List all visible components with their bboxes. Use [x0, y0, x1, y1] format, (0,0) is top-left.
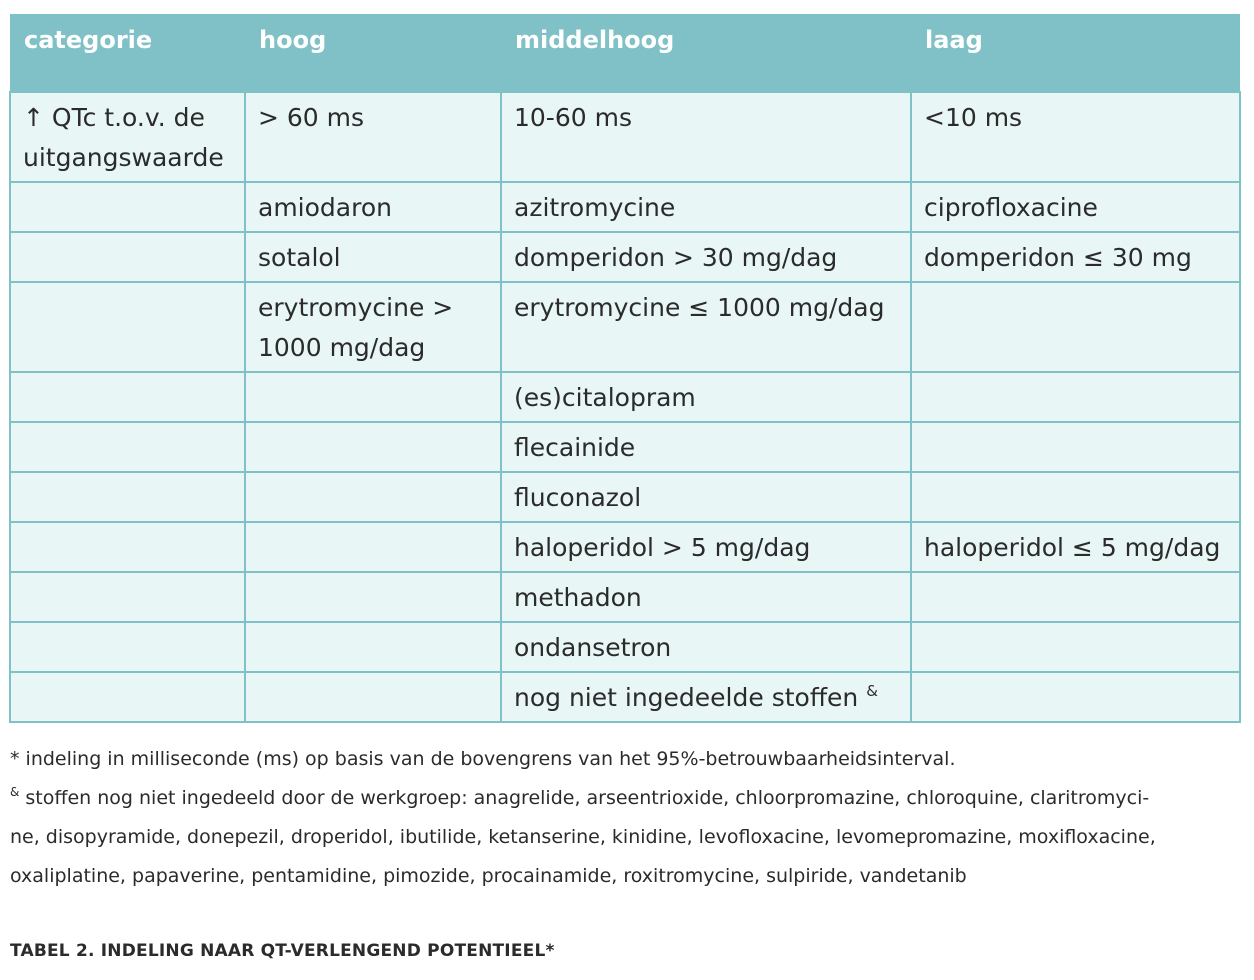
cell-categorie [10, 422, 245, 472]
cell-middelhoog: haloperidol > 5 mg/dag [501, 522, 911, 572]
table-header [10, 14, 1240, 92]
cell-middelhoog: fluconazol [501, 472, 911, 522]
cell-hoog [245, 372, 501, 422]
cell-categorie: ↑ QTc t.o.v. de uitgangswaarde [10, 92, 245, 182]
cell-laag [911, 422, 1240, 472]
footnote-ampersand-line-1 [10, 779, 1244, 818]
table-row [10, 92, 1240, 182]
qt-table-container [9, 14, 1239, 723]
cell-categorie [10, 522, 245, 572]
table-row [10, 522, 1240, 572]
cell-middelhoog: ondansetron [501, 622, 911, 672]
header-laag: laag [911, 14, 1240, 92]
footnote-marker: & [866, 682, 878, 700]
cell-hoog: amiodaron [245, 182, 501, 232]
cell-middelhoog: erytromycine ≤ 1000 mg/dag [501, 282, 911, 372]
cell-laag [911, 282, 1240, 372]
cell-laag [911, 572, 1240, 622]
cell-hoog [245, 672, 501, 722]
footnote-text: stoffen nog niet ingedeeld door de werkgroep: anagrelide, arseentrioxide, chloorpromazine, chloroquine, claritromyci- [25, 787, 1150, 809]
cell-hoog [245, 422, 501, 472]
cell-middelhoog: domperidon > 30 mg/dag [501, 232, 911, 282]
cell-middelhoog: (es)citalopram [501, 372, 911, 422]
table-row [10, 282, 1240, 372]
header-row [10, 14, 1240, 92]
cell-laag [911, 622, 1240, 672]
cell-laag [911, 372, 1240, 422]
cell-categorie [10, 572, 245, 622]
cell-laag: ciprofloxacine [911, 182, 1240, 232]
table-body [10, 92, 1240, 722]
table-row [10, 372, 1240, 422]
cell-middelhoog [501, 672, 911, 722]
cell-laag [911, 672, 1240, 722]
cell-categorie [10, 372, 245, 422]
footnote-ampersand-line-3: oxaliplatine, papaverine, pentamidine, pimozide, procainamide, roxitromycine, sulpiride, vandetanib [10, 865, 967, 887]
cell-hoog: erytromycine > 1000 mg/dag [245, 282, 501, 372]
cell-categorie [10, 182, 245, 232]
cell-hoog [245, 472, 501, 522]
cell-middelhoog: flecainide [501, 422, 911, 472]
table-caption: TABEL 2. INDELING NAAR QT-VERLENGEND POTENTIEEL* [10, 941, 555, 961]
header-middelhoog: middelhoog [501, 14, 911, 92]
footnote-ampersand-marker: & [10, 785, 20, 799]
cell-hoog: > 60 ms [245, 92, 501, 182]
cell-laag [911, 472, 1240, 522]
table-row [10, 672, 1240, 722]
cell-categorie [10, 232, 245, 282]
cell-laag: domperidon ≤ 30 mg [911, 232, 1240, 282]
qt-classification-table [9, 14, 1241, 723]
cell-middelhoog: 10-60 ms [501, 92, 911, 182]
cell-hoog: sotalol [245, 232, 501, 282]
table-row [10, 422, 1240, 472]
cell-categorie [10, 622, 245, 672]
table-row [10, 182, 1240, 232]
cell-text: nog niet ingedeelde stoffen [514, 683, 859, 712]
footnote-ampersand-line-2: ne, disopyramide, donepezil, droperidol, ibutilide, ketanserine, kinidine, levofloxacine, levomepromazine, moxifloxacine, [10, 826, 1156, 848]
cell-laag: <10 ms [911, 92, 1240, 182]
footnote-asterisk: * indeling in milliseconde (ms) op basis van de bovengrens van het 95%-betrouwbaarheidsinterval. [10, 748, 956, 770]
table-row [10, 572, 1240, 622]
cell-categorie [10, 282, 245, 372]
cell-laag: haloperidol ≤ 5 mg/dag [911, 522, 1240, 572]
cell-middelhoog: methadon [501, 572, 911, 622]
cell-hoog [245, 572, 501, 622]
header-hoog: hoog [245, 14, 501, 92]
cell-categorie [10, 472, 245, 522]
cell-hoog [245, 522, 501, 572]
footnotes [10, 740, 1244, 896]
header-categorie: categorie [10, 14, 245, 92]
table-row [10, 472, 1240, 522]
table-row [10, 622, 1240, 672]
cell-hoog [245, 622, 501, 672]
cell-middelhoog: azitromycine [501, 182, 911, 232]
cell-categorie [10, 672, 245, 722]
table-row [10, 232, 1240, 282]
